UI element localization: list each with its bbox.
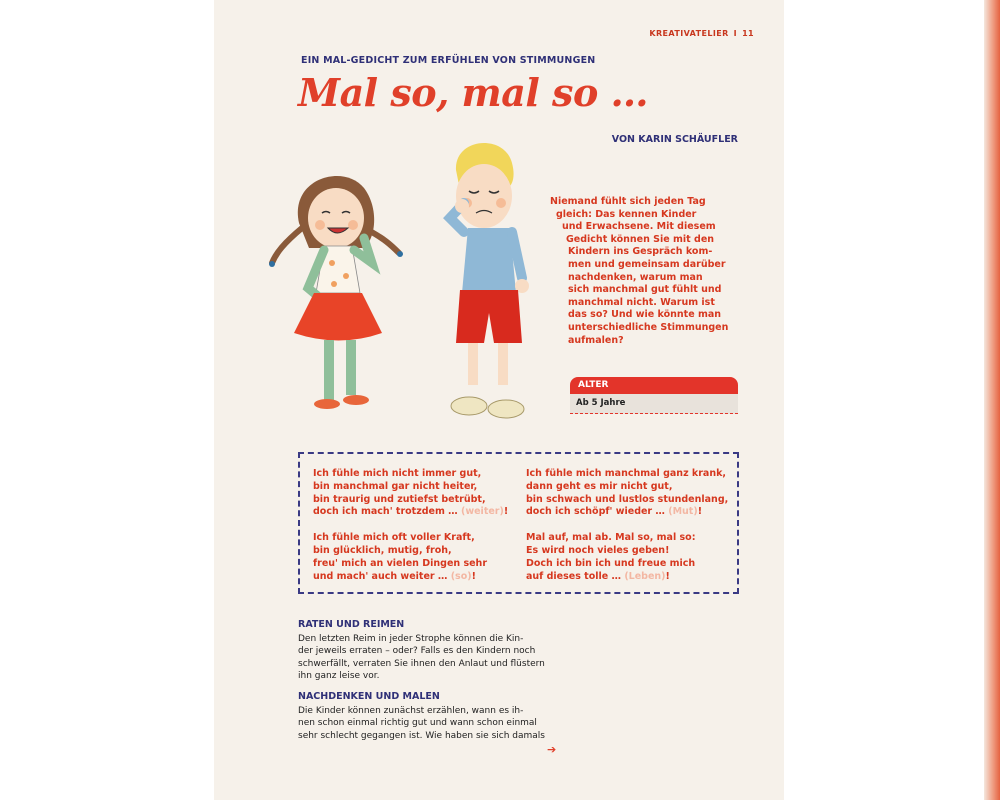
rhyme-answer: (Mut) (668, 506, 698, 518)
poem-box (298, 452, 739, 594)
rhyme-answer: (Leben) (624, 570, 666, 582)
exclamation: ! (697, 506, 703, 518)
intro-line: unterschiedliche Stimmungen (568, 321, 729, 333)
exclamation: ! (471, 570, 476, 582)
poem-line: Ich fühle mich oft voller Kraft, (313, 532, 475, 544)
intro-line: aufmalen? (568, 334, 624, 346)
boy-figure (450, 143, 529, 418)
section-heading-nachdenken: NACHDENKEN UND MALEN (298, 691, 440, 702)
rhyme-answer: (weiter) (461, 506, 504, 518)
poem-line-last (526, 506, 728, 519)
section-name: KREATIVATELIER (649, 29, 729, 38)
poem-line: bin traurig und zutiefst betrübt, (313, 493, 486, 505)
magazine-page (214, 0, 784, 800)
intro-line: Niemand fühlt sich jeden Tag (550, 196, 706, 207)
page-edge-gradient (984, 0, 1000, 800)
page-header (649, 29, 754, 38)
intro-line: das so? Und wie könnte man (568, 309, 722, 321)
section-heading-raten: RATEN UND REIMEN (298, 619, 405, 630)
poem-text: doch ich mach' trotzdem … (313, 506, 458, 518)
body-line: Die Kinder können zunächst erzählen, wann es ih- (298, 706, 524, 716)
poem-line: Mal auf, mal ab. Mal so, mal so: (526, 532, 696, 544)
continue-arrow-icon: ➔ (547, 743, 557, 756)
poem-line: bin glücklich, mutig, froh, (313, 544, 452, 556)
girl-figure (269, 176, 403, 409)
poem-line: Es wird noch vieles geben! (526, 544, 670, 556)
poem-line: Ich fühle mich nicht immer gut, (313, 468, 482, 479)
poem-line: bin schwach und lustlos stundenlang, (526, 493, 729, 505)
body-line: sehr schlecht gegangen ist. Wie haben sie sich damals (298, 730, 545, 741)
section-text-nachdenken (298, 705, 558, 742)
poem-line-last (313, 571, 508, 584)
poem-line: Doch ich bin ich und freue mich (526, 557, 696, 569)
poem-line-last (313, 506, 508, 519)
poem-column-left (313, 468, 508, 583)
body-line: ihn ganz leise vor. (298, 671, 380, 682)
children-illustration (264, 128, 564, 428)
intro-line: Kindern ins Gespräch kom- (568, 246, 713, 258)
intro-line: manchmal nicht. Warum ist (568, 296, 715, 308)
section-text-raten (298, 633, 558, 683)
exclamation: ! (503, 506, 509, 518)
poem-line-last (526, 571, 728, 584)
poem-line: Ich fühle mich manchmal ganz krank, (526, 468, 727, 479)
body-line: Den letzten Reim in jeder Strophe können die Kin- (298, 634, 524, 644)
intro-line: gleich: Das kennen Kinder (556, 208, 697, 220)
age-value: Ab 5 Jahre (570, 394, 738, 414)
page-number: 11 (742, 29, 754, 38)
intro-paragraph (544, 196, 739, 347)
kicker: EIN MAL-GEDICHT ZUM ERFÜHLEN VON STIMMUNGEN (301, 55, 596, 66)
poem-line: dann geht es mir nicht gut, (526, 480, 673, 492)
intro-line: men und gemeinsam darüber (568, 258, 726, 270)
poem-text: doch ich schöpf' wieder … (526, 506, 665, 518)
body-line: nen schon einmal richtig gut und wann schon einmal (298, 718, 537, 729)
intro-line: Gedicht können Sie mit den (566, 233, 715, 245)
body-line: schwerfällt, verraten Sie ihnen den Anlaut und flüstern (298, 658, 545, 669)
rhyme-answer: (so) (450, 570, 472, 582)
intro-line: sich manchmal gut fühlt und (568, 284, 722, 296)
poem-line: freu' mich an vielen Dingen sehr (313, 557, 488, 569)
body-line: der jeweils erraten – oder? Falls es den Kindern noch (298, 646, 536, 657)
poem-text: und mach' auch weiter … (313, 570, 448, 582)
page-title: Mal so, mal so … (298, 70, 649, 115)
age-info-box (570, 377, 738, 421)
poem-text: auf dieses tolle … (526, 570, 622, 582)
exclamation: ! (665, 570, 670, 582)
poem-line: bin manchmal gar nicht heiter, (313, 480, 478, 492)
header-separator: I (733, 29, 738, 38)
intro-line: nachdenken, warum man (568, 271, 703, 283)
intro-line: und Erwachsene. Mit diesem (562, 221, 716, 233)
author-byline: VON KARIN SCHÄUFLER (611, 134, 738, 145)
age-label: ALTER (570, 377, 738, 394)
poem-column-right (526, 468, 728, 583)
